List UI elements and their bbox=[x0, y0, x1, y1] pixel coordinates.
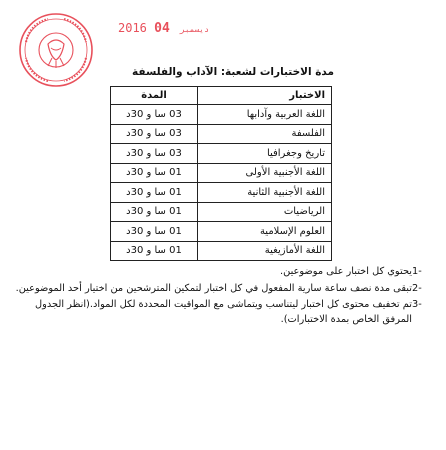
row-subject: اللغة العربية وآدابها bbox=[198, 105, 332, 125]
row-duration: 01 سا و 30د bbox=[111, 222, 198, 242]
row-duration: 03 سا و 30د bbox=[111, 144, 198, 164]
table-row bbox=[111, 163, 332, 183]
table-row bbox=[111, 144, 332, 164]
row-duration: 01 سا و 30د bbox=[111, 163, 198, 183]
date-stamp-year: 2016 bbox=[118, 21, 147, 35]
row-subject: اللغة الأمازيغية bbox=[198, 241, 332, 261]
table-row bbox=[111, 202, 332, 222]
exam-duration-table bbox=[110, 86, 332, 261]
row-subject: اللغة الأجنبية الأولى bbox=[198, 163, 332, 183]
date-stamp-day: 04 bbox=[154, 21, 170, 36]
table-row bbox=[111, 124, 332, 144]
header-subject: الاختبار bbox=[198, 87, 332, 105]
row-subject: الفلسفة bbox=[198, 124, 332, 144]
note-text: تم تخفيف محتوى كل اختبار ليتناسب ويتماشى مع المواقيت المحددة لكل المواد.(انظر الجدول المرفق الخاص بمدة الاختبارات). bbox=[35, 299, 412, 325]
date-stamp-month: ديسمبر bbox=[180, 25, 209, 34]
row-subject: اللغة الأجنبية الثانية bbox=[198, 183, 332, 203]
note-text: تبقى مدة نصف ساعة سارية المفعول في كل اختبار لتمكين المترشحين من اختيار أحد الموضوعين. bbox=[15, 282, 412, 294]
page-title: مدة الاختبارات لشعبة: الآداب والفلسفة bbox=[132, 66, 334, 78]
row-duration: 01 سا و 30د bbox=[111, 241, 198, 261]
row-duration: 03 سا و 30د bbox=[111, 124, 198, 144]
list-item bbox=[12, 298, 430, 327]
row-duration: 01 سا و 30د bbox=[111, 202, 198, 222]
note-number: -2 bbox=[412, 282, 422, 294]
note-number: -3 bbox=[412, 299, 422, 310]
row-duration: 03 سا و 30د bbox=[111, 105, 198, 125]
header-duration: المدة bbox=[111, 87, 198, 105]
table-row bbox=[111, 183, 332, 203]
table-row bbox=[111, 222, 332, 242]
table-row bbox=[111, 241, 332, 261]
note-number: -1 bbox=[412, 266, 422, 277]
note-text: يحتوي كل اختبار على موضوعين. bbox=[280, 266, 412, 277]
official-seal-stamp bbox=[18, 12, 94, 88]
row-duration: 01 سا و 30د bbox=[111, 183, 198, 203]
table-row bbox=[111, 105, 332, 125]
notes-list bbox=[12, 265, 430, 329]
list-item bbox=[12, 265, 430, 280]
list-item bbox=[12, 282, 430, 297]
date-stamp bbox=[118, 21, 212, 36]
row-subject: الرياضيات bbox=[198, 202, 332, 222]
row-subject: تاريخ وجغرافيا bbox=[198, 144, 332, 164]
row-subject: العلوم الإسلامية bbox=[198, 222, 332, 242]
table-header-row bbox=[111, 87, 332, 105]
